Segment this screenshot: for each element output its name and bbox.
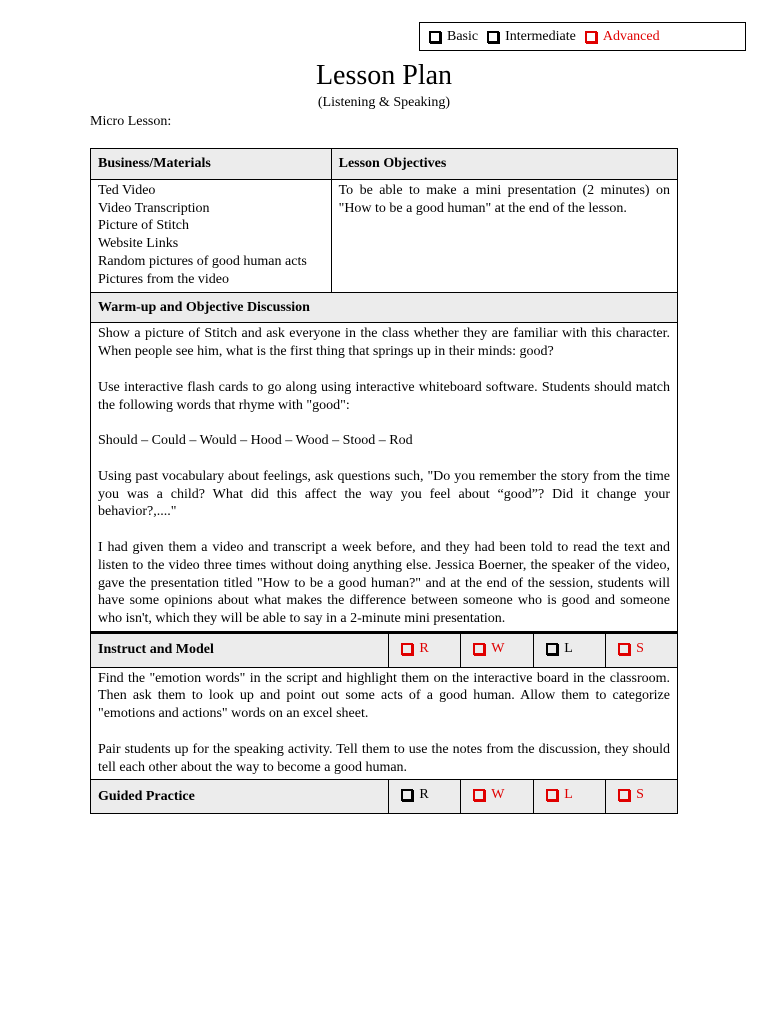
warmup-header: Warm-up and Objective Discussion <box>91 292 678 323</box>
checkbox-icon[interactable] <box>473 789 485 801</box>
checkbox-icon[interactable] <box>618 789 630 801</box>
level-intermediate-label: Intermediate <box>505 28 576 44</box>
page-title: Lesson Plan <box>315 60 453 91</box>
skill-writing[interactable] <box>461 632 534 667</box>
instruct-content <box>91 667 678 780</box>
checkbox-icon[interactable] <box>546 789 558 801</box>
warmup-paragraph: Use interactive flash cards to go along using interactive whiteboard software. Students should match the following words that rhyme with "good": <box>98 379 670 413</box>
list-item: Random pictures of good human acts <box>98 253 307 269</box>
skill-label: R <box>419 787 429 803</box>
skill-label: W <box>491 640 505 656</box>
warmup-paragraph: Using past vocabulary about feelings, ask questions such, "Do you remember the story from the time you was a child? What did this affect the way you feel about “good”? Did it change your behavior?,...." <box>98 468 670 520</box>
checkbox-icon[interactable] <box>473 643 485 655</box>
skill-speaking[interactable] <box>606 632 678 667</box>
checkbox-icon[interactable] <box>429 31 441 43</box>
skill-label: R <box>419 640 429 656</box>
skill-label: S <box>636 640 644 656</box>
checkbox-icon[interactable] <box>401 643 413 655</box>
instruct-paragraph: Pair students up for the speaking activity. Tell them to use the notes from the discussion, they should tell each other about the way to become a good human. <box>98 741 670 775</box>
micro-lesson-label: Micro Lesson: <box>90 114 172 129</box>
checkbox-icon[interactable] <box>401 789 413 801</box>
warmup-paragraph: Show a picture of Stitch and ask everyone in the class whether they are familiar with this character. When people see him, what is the first thing that springs up in their minds: good? <box>98 326 670 360</box>
list-item: Ted Video <box>98 182 156 198</box>
materials-list <box>91 179 332 292</box>
skill-writing[interactable] <box>461 780 534 814</box>
level-advanced-label: Advanced <box>602 28 660 44</box>
level-basic-label: Basic <box>447 28 479 44</box>
list-item: Pictures from the video <box>98 271 230 287</box>
skill-listening[interactable] <box>534 780 606 814</box>
skill-speaking[interactable] <box>606 780 678 814</box>
skill-label: W <box>491 787 505 803</box>
level-basic[interactable] <box>429 29 478 45</box>
list-item: Website Links <box>98 236 179 252</box>
list-item: Video Transcription <box>98 200 210 216</box>
skill-listening[interactable] <box>534 632 606 667</box>
skill-label: L <box>564 787 573 803</box>
rhyme-words: Should – Could – Would – Hood – Wood – Stood – Rod <box>98 433 413 449</box>
list-item: Picture of Stitch <box>98 218 189 234</box>
warmup-paragraph: I had given them a video and transcript a week before, and they had been told to read the text and listen to the video three times without doing anything else. Jessica Boerner, the speaker of the video, gave the presentation titled "How to be a good human?" and at the end of the session, students will have some opinions about what makes the difference between someone who is good and someone who isn't, which they will be able to say in a 2-minute mini presentation. <box>98 539 670 627</box>
skill-label: L <box>564 640 573 656</box>
checkbox-icon[interactable] <box>546 643 558 655</box>
instruct-header: Instruct and Model <box>91 632 389 667</box>
lesson-plan-table <box>90 148 678 814</box>
page-subtitle: (Listening & Speaking) <box>317 95 451 110</box>
instruct-paragraph: Find the "emotion words" in the script and highlight them on the interactive board in the classroom. Then ask them to look up and point out some acts of a good human. Allow them to categorize "emotions and actions" words on an excel sheet. <box>98 670 670 722</box>
proficiency-level-selector <box>419 22 746 51</box>
checkbox-icon[interactable] <box>618 643 630 655</box>
level-advanced[interactable] <box>585 29 660 45</box>
materials-header: Business/Materials <box>91 149 332 180</box>
checkbox-icon[interactable] <box>585 31 597 43</box>
level-intermediate[interactable] <box>487 29 576 45</box>
objectives-text: To be able to make a mini presentation (2 minutes) on "How to be a good human" at the end of the lesson. <box>331 179 677 292</box>
guided-header: Guided Practice <box>91 780 389 814</box>
skill-reading[interactable] <box>389 632 461 667</box>
objectives-header: Lesson Objectives <box>331 149 677 180</box>
warmup-content <box>91 323 678 633</box>
skill-reading[interactable] <box>389 780 461 814</box>
skill-label: S <box>636 787 644 803</box>
checkbox-icon[interactable] <box>487 31 499 43</box>
